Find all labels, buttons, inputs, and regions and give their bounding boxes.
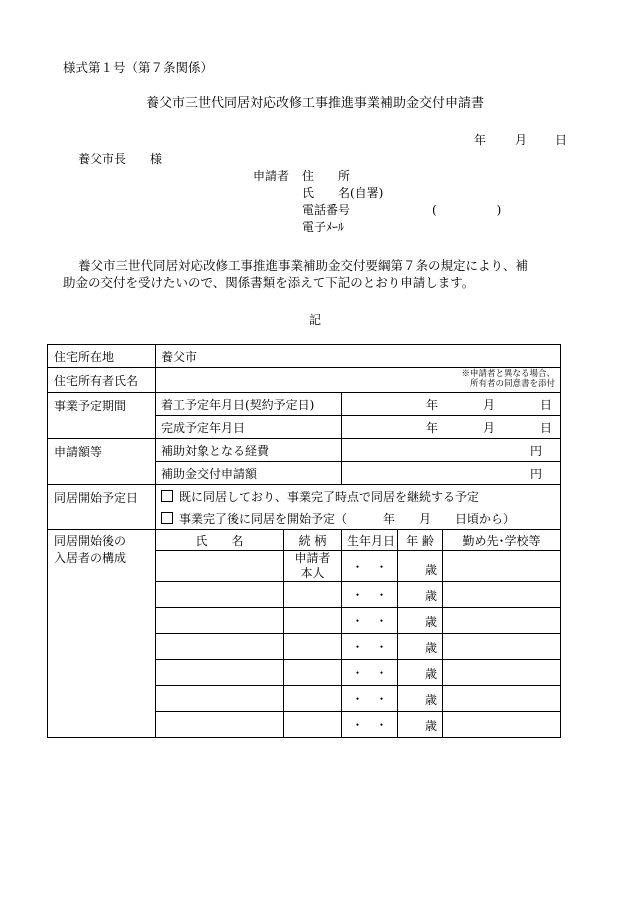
end-month: 月 — [483, 420, 496, 435]
member-workplace-field[interactable] — [443, 660, 561, 686]
member-relation-field[interactable] — [284, 634, 342, 660]
member-relation-field[interactable] — [284, 608, 342, 634]
age-unit: 歳 — [424, 719, 437, 733]
member-workplace-field[interactable] — [443, 712, 561, 738]
member-dob-field[interactable] — [342, 551, 398, 582]
member-name-field[interactable] — [156, 582, 284, 608]
dob-separator: ・ ・ — [351, 666, 388, 680]
address-value: 養父市 — [161, 349, 198, 364]
cost-field[interactable] — [342, 439, 561, 462]
member-workplace-field[interactable] — [443, 634, 561, 660]
row-cohab-1 — [48, 485, 561, 508]
age-unit: 歳 — [424, 693, 437, 707]
member-age-field[interactable] — [398, 551, 443, 582]
relation-self: 本人 — [300, 566, 325, 580]
member-dob-field[interactable] — [342, 634, 398, 660]
date-year-label: 年 — [474, 133, 487, 147]
age-unit: 歳 — [424, 615, 437, 629]
cohab-option-2-text: 事業完了後に同居を開始予定（ 年 月 日頃から） — [179, 511, 516, 526]
member-workplace-field[interactable] — [443, 686, 561, 712]
applicant-name-label: 氏 名(自署) — [302, 186, 384, 200]
dob-separator: ・ ・ — [351, 559, 388, 574]
cost-label: 補助対象となる経費 — [156, 439, 342, 462]
dob-separator: ・ ・ — [351, 692, 388, 706]
end-date-label: 完成予定年月日 — [156, 416, 342, 439]
end-day: 日 — [540, 420, 553, 435]
members-header-row — [48, 530, 561, 551]
end-year: 年 — [426, 420, 439, 435]
member-name-field[interactable] — [156, 660, 284, 686]
dob-separator: ・ ・ — [351, 588, 388, 602]
date-month-label: 月 — [515, 133, 528, 147]
members-label-line-2: 入居者の構成 — [54, 550, 127, 565]
member-relation-field[interactable] — [284, 582, 342, 608]
age-unit: 歳 — [424, 563, 437, 577]
form-number: 様式第１号（第７条関係） — [63, 60, 214, 75]
member-age-field[interactable] — [398, 712, 443, 738]
row-period-start — [48, 393, 561, 416]
owner-note-line-2: 所有者の同意書を添付 — [470, 378, 556, 389]
application-table — [47, 344, 561, 738]
dob-separator: ・ ・ — [351, 640, 388, 654]
grant-yen: 円 — [530, 466, 543, 481]
address-value-field[interactable] — [156, 345, 561, 368]
grant-label: 補助金交付申請額 — [156, 462, 342, 485]
member-age-field[interactable] — [398, 608, 443, 634]
row-cost — [48, 439, 561, 462]
header-age: 年 齢 — [398, 530, 443, 551]
applicant-email-label: 電子ﾒｰﾙ — [302, 220, 345, 234]
relation-applicant: 申請者 — [294, 551, 331, 565]
document-title: 養父市三世代同居対応改修工事推進事業補助金交付申請書 — [145, 96, 484, 111]
start-year: 年 — [426, 397, 439, 412]
member-dob-field[interactable] — [342, 686, 398, 712]
cohab-option-1[interactable] — [156, 485, 561, 508]
header-name: 氏 名 — [156, 530, 284, 551]
member-name-field[interactable] — [156, 634, 284, 660]
applicant-label: 申請者 — [253, 169, 290, 183]
body-text-line-2: 助金の交付を受けたいので、関係書類を添えて下記のとおり申請します。 — [63, 275, 475, 290]
row-address — [48, 345, 561, 368]
age-unit: 歳 — [424, 641, 437, 655]
age-unit: 歳 — [424, 667, 437, 681]
start-day: 日 — [540, 397, 553, 412]
member-dob-field[interactable] — [342, 712, 398, 738]
end-date-field[interactable] — [342, 416, 561, 439]
member-workplace-field[interactable] — [443, 608, 561, 634]
applicant-address-label: 住 所 — [302, 169, 351, 183]
member-name-field[interactable] — [156, 712, 284, 738]
checkbox-icon[interactable] — [161, 512, 173, 524]
owner-label: 住宅所有者氏名 — [48, 368, 156, 393]
cohab-label: 同居開始予定日 — [48, 485, 156, 530]
period-label: 事業予定期間 — [48, 393, 156, 439]
start-date-label: 着工予定年月日(契約予定日) — [156, 393, 342, 416]
dob-separator: ・ ・ — [351, 614, 388, 628]
applicant-phone-label: 電話番号 — [302, 203, 351, 217]
member-workplace-field[interactable] — [443, 582, 561, 608]
member-age-field[interactable] — [398, 660, 443, 686]
grant-field[interactable] — [342, 462, 561, 485]
member-age-field[interactable] — [398, 686, 443, 712]
body-text-line-1: 養父市三世代同居対応改修工事推進事業補助金交付要綱第７条の規定により、補 — [78, 258, 529, 273]
members-section — [48, 530, 561, 738]
header-relation: 続 柄 — [284, 530, 342, 551]
member-relation-field[interactable] — [284, 686, 342, 712]
header-workplace: 勤め先･学校等 — [443, 530, 561, 551]
ki-heading: 記 — [308, 313, 321, 327]
owner-note — [161, 370, 555, 390]
header-dob: 生年月日 — [342, 530, 398, 551]
member-age-field[interactable] — [398, 582, 443, 608]
start-month: 月 — [483, 397, 496, 412]
member-name-field[interactable] — [156, 686, 284, 712]
cohab-option-2[interactable] — [156, 507, 561, 530]
member-name-field[interactable] — [156, 551, 284, 582]
members-label-line-1: 同居開始後の — [54, 534, 127, 548]
member-dob-field[interactable] — [342, 608, 398, 634]
member-relation-field[interactable] — [284, 660, 342, 686]
member-age-field[interactable] — [398, 634, 443, 660]
amount-label: 申請額等 — [48, 439, 156, 485]
cost-yen: 円 — [530, 443, 543, 458]
checkbox-icon[interactable] — [161, 490, 173, 502]
owner-name-field[interactable] — [156, 368, 561, 393]
row-owner — [48, 368, 561, 393]
members-label — [48, 530, 156, 738]
member-dob-field[interactable] — [342, 582, 398, 608]
dob-separator: ・ ・ — [351, 718, 388, 732]
age-unit: 歳 — [424, 589, 437, 603]
cohab-option-1-text: 既に同居しており、事業完了時点で同居を継続する予定 — [179, 489, 480, 504]
member-relation-field[interactable] — [284, 712, 342, 738]
owner-note-line-1: ※申請者と異なる場合、 — [461, 369, 556, 379]
date-day-label: 日 — [555, 133, 568, 147]
start-date-field[interactable] — [342, 393, 561, 416]
address-label: 住宅所在地 — [48, 345, 156, 368]
member-workplace-field[interactable] — [443, 551, 561, 582]
applicant-phone-paren: ( ) — [432, 203, 502, 217]
member-relation-field — [284, 551, 342, 582]
member-name-field[interactable] — [156, 608, 284, 634]
member-dob-field[interactable] — [342, 660, 398, 686]
addressee: 養父市長 様 — [78, 152, 163, 166]
